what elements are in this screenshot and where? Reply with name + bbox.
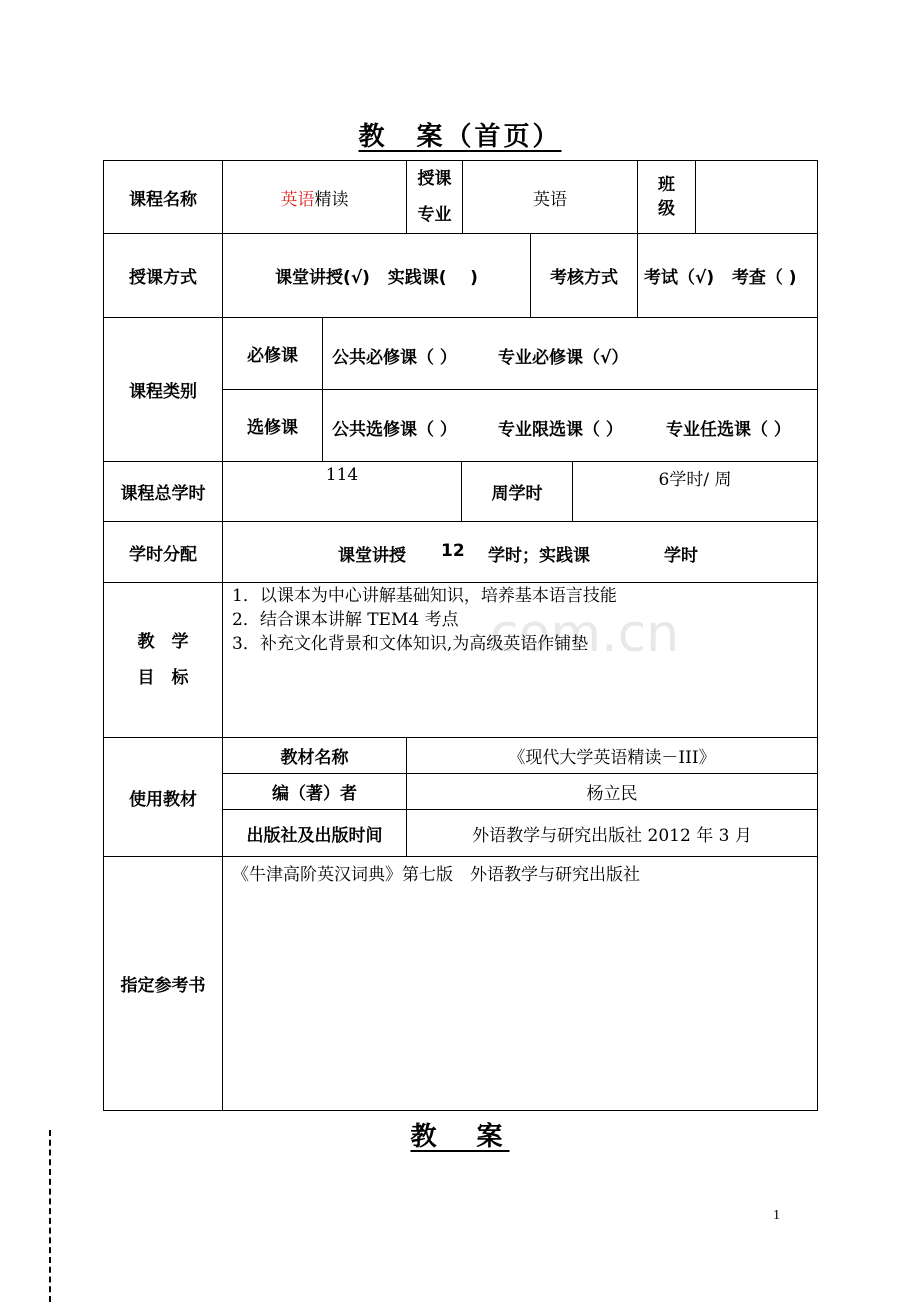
practice-label: 学时；实践课: [488, 546, 590, 566]
lecture-label: 课堂讲授: [338, 546, 406, 566]
required-major-option: 专业必修课（√）: [498, 348, 629, 368]
teaching-goals-list: [222, 582, 818, 738]
teaching-mode-label: 授课方式: [103, 233, 223, 318]
class-value: [695, 160, 818, 234]
assessment-value: 考试（√) 考查（ ): [637, 233, 818, 318]
hours-allocation-value: [222, 521, 818, 583]
weekly-hours-value: 6学时/ 周: [572, 461, 818, 522]
binding-dashed-line: [49, 1130, 51, 1302]
list-item: 1．以课本为中心讲解基础知识，培养基本语言技能: [232, 586, 617, 606]
teaching-goals-label-line2: 目 标: [137, 668, 189, 688]
practice-unit: 学时: [664, 546, 698, 566]
hours-allocation-label: 学时分配: [103, 521, 223, 583]
required-options: [322, 317, 818, 390]
publisher-value: 外语教学与研究出版社 2012 年 3 月: [406, 809, 818, 857]
required-label: 必修课: [222, 317, 323, 390]
teaching-goals-label-line1: 教 学: [137, 632, 189, 652]
second-page-title-text: 教 案: [410, 1122, 510, 1152]
page-number: 1: [773, 1208, 780, 1223]
second-page-title: [0, 1121, 920, 1153]
major-label-line1: 授课: [417, 169, 452, 189]
publisher-label: 出版社及出版时间: [222, 809, 407, 857]
lecture-hours: 12: [441, 541, 465, 561]
assessment-label: 考核方式: [530, 233, 638, 318]
textbook-name-value: 《现代大学英语精读－III》: [406, 737, 818, 774]
elective-limited-option: 专业限选课（ ）: [498, 420, 623, 440]
course-category-label: 课程类别: [103, 317, 223, 462]
elective-label: 选修课: [222, 389, 323, 462]
textbook-name-label: 教材名称: [222, 737, 407, 774]
class-label-line2: 级: [658, 199, 675, 219]
class-label: [637, 160, 696, 234]
textbook-label: 使用教材: [103, 737, 223, 857]
total-hours-value: 114: [222, 461, 462, 522]
course-name-value: [222, 160, 407, 234]
course-name-label: 课程名称: [103, 160, 223, 234]
teaching-goals-label: [103, 582, 223, 738]
author-label: 编（著）者: [222, 773, 407, 810]
course-name-red-part: 英语: [280, 189, 315, 210]
reference-book-value: 《牛津高阶英汉词典》第七版 外语教学与研究出版社: [222, 856, 818, 1111]
weekly-hours-label: 周学时: [461, 461, 573, 522]
elective-options: [322, 389, 818, 462]
teaching-mode-value: 课堂讲授(√) 实践课( ): [222, 233, 531, 318]
author-value: 杨立民: [406, 773, 818, 810]
course-name-rest-part: 精读: [314, 189, 349, 210]
elective-free-option: 专业任选课（ ）: [666, 420, 791, 440]
major-label-line2: 专业: [417, 205, 452, 225]
page-title-text: 教 案（首页）: [358, 122, 562, 152]
watermark: com.cn: [490, 604, 680, 664]
elective-public-option: 公共选修课（ ）: [332, 420, 457, 440]
major-value: 英语: [462, 160, 638, 234]
major-label: [406, 160, 463, 234]
list-item: 3．补充文化背景和文体知识,为高级英语作铺垫: [232, 634, 589, 654]
list-item: 2．结合课本讲解 TEM4 考点: [232, 610, 459, 630]
total-hours-label: 课程总学时: [103, 461, 223, 522]
class-label-line1: 班: [658, 175, 675, 195]
page-title: [0, 121, 920, 153]
reference-book-label: 指定参考书: [103, 856, 223, 1111]
required-public-option: 公共必修课（ ）: [332, 348, 457, 368]
